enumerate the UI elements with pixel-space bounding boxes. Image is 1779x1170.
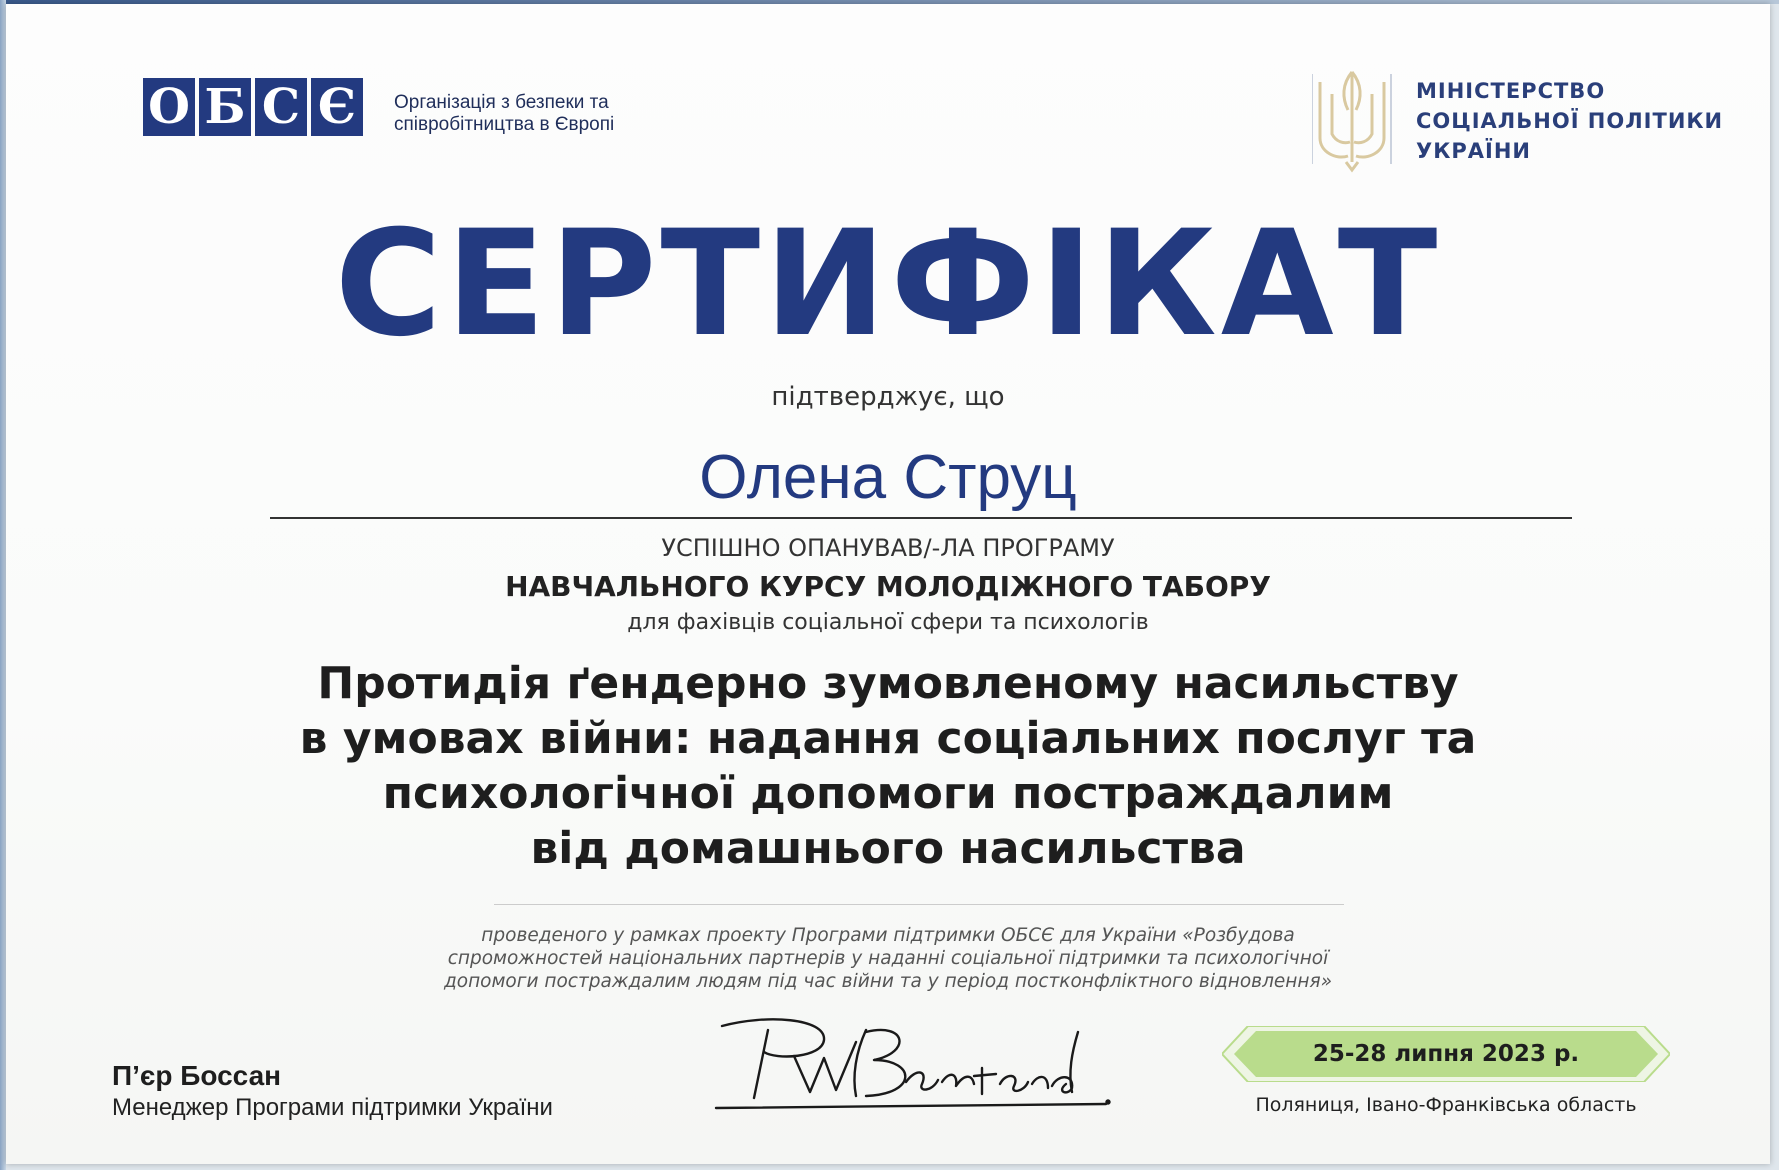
osce-name bbox=[394, 92, 614, 136]
divider bbox=[494, 904, 1344, 905]
certificate-title: СЕРТИФІКАТ bbox=[334, 199, 1442, 369]
project-description-line: допомоги постраждалим людям під час війни та у період постконфліктного відновлення» bbox=[443, 971, 1333, 992]
recipient-name: Олена Струц bbox=[699, 443, 1077, 512]
ministry-name-line: МІНІСТЕРСТВО bbox=[1416, 79, 1606, 103]
osce-logo-letter: Є bbox=[311, 78, 363, 136]
ministry-name-line: УКРАЇНИ bbox=[1416, 139, 1531, 163]
audience-text: для фахівців соціальної сфери та психологів bbox=[627, 610, 1149, 635]
mastered-text: УСПІШНО ОПАНУВАВ/-ЛА ПРОГРАМУ bbox=[661, 534, 1115, 562]
signer-role: Менеджер Програми підтримки України bbox=[112, 1094, 553, 1121]
course-text: НАВЧАЛЬНОГО КУРСУ МОЛОДІЖНОГО ТАБОРУ bbox=[505, 570, 1271, 603]
name-underline bbox=[270, 517, 1572, 519]
confirms-text: підтверджує, що bbox=[771, 382, 1005, 412]
osce-logo-letter: Б bbox=[199, 78, 251, 136]
project-description bbox=[6, 924, 1770, 993]
osce-logo bbox=[143, 78, 367, 136]
ministry-name bbox=[1416, 76, 1723, 166]
osce-name-line: Організація з безпеки та bbox=[394, 92, 609, 113]
signature-image bbox=[706, 1012, 1126, 1122]
project-description-line: спроможностей національних партнерів у наданні соціальної підтримки та психологічної bbox=[447, 948, 1329, 969]
event-date: 25-28 липня 2023 р. bbox=[1312, 1041, 1580, 1067]
course-topic bbox=[6, 656, 1770, 876]
osce-logo-letter: С bbox=[255, 78, 307, 136]
certificate-page bbox=[6, 4, 1770, 1164]
course-topic-line: від домашнього насильства bbox=[530, 823, 1246, 874]
ministry-name-line: СОЦІАЛЬНОЇ ПОЛІТИКИ bbox=[1416, 109, 1724, 133]
signer-name: П’єр Боссан bbox=[112, 1060, 282, 1091]
course-topic-line: психологічної допомоги постраждалим bbox=[382, 768, 1394, 819]
event-place: Поляниця, Івано-Франківська область bbox=[1255, 1094, 1637, 1116]
osce-name-line: співробітництва в Європі bbox=[394, 114, 615, 135]
course-topic-line: в умовах війни: надання соціальних послуг та bbox=[299, 713, 1477, 764]
course-topic-line: Протидія ґендерно зумовленому насильству bbox=[317, 658, 1459, 709]
osce-logo-letter: О bbox=[143, 78, 195, 136]
project-description-line: проведеного у рамках проекту Програми підтримки ОБСЄ для України «Розбудова bbox=[481, 925, 1295, 946]
trident-icon bbox=[1312, 64, 1392, 174]
